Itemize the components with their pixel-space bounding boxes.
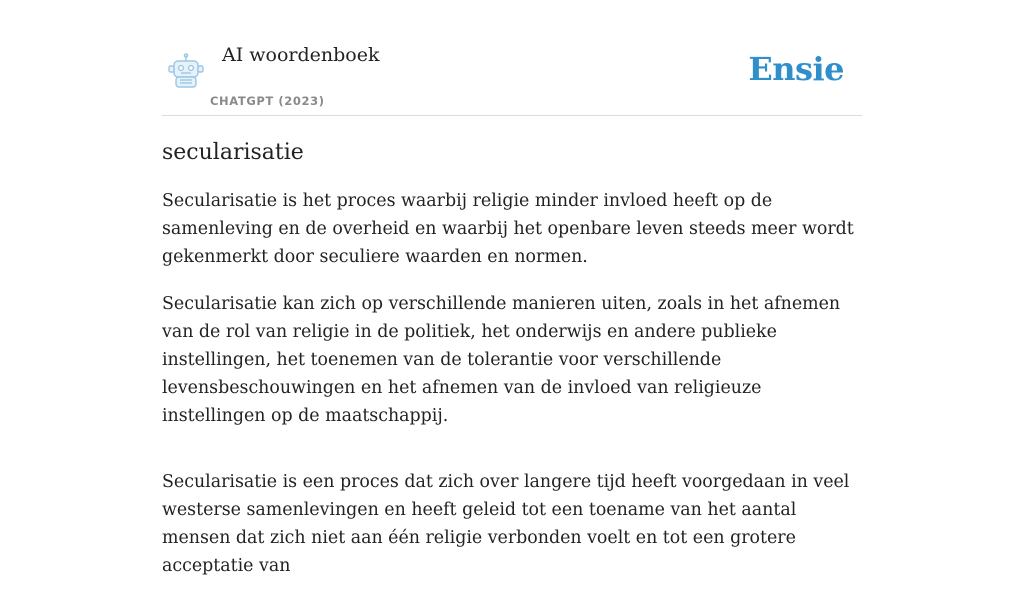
entry-term: secularisatie	[162, 140, 304, 165]
source-header	[162, 0, 862, 116]
entry-card	[162, 0, 862, 599]
brand-logo[interactable]: Ensie	[748, 50, 844, 88]
definition-paragraph: Secularisatie kan zich op verschillende manieren uiten, zoals in het afnemen van de rol van religie in de politiek, het onderwijs en andere publieke instellingen, het toenemen van de tolerantie voor verschillende levensbeschouwingen en het afnemen van de invloed van religieuze instellingen op de maatschappij.	[162, 294, 841, 426]
source-subtitle: CHATGPT (2023)	[210, 94, 325, 108]
definition-paragraph: Secularisatie is een proces dat zich over langere tijd heeft voorgedaan in veel westerse samenlevingen en heeft geleid tot een toename van het aantal mensen dat zich niet aan één religie verbonden voelt en tot een grotere acceptatie van	[162, 472, 850, 576]
robot-icon	[166, 53, 206, 89]
entry-definition	[162, 187, 862, 580]
definition-paragraph: Secularisatie is het proces waarbij religie minder invloed heeft op de samenleving en de overheid en waarbij het openbare leven steeds meer wordt gekenmerkt door seculiere waarden en normen.	[162, 191, 854, 267]
source-name[interactable]: AI woordenboek	[222, 44, 380, 66]
